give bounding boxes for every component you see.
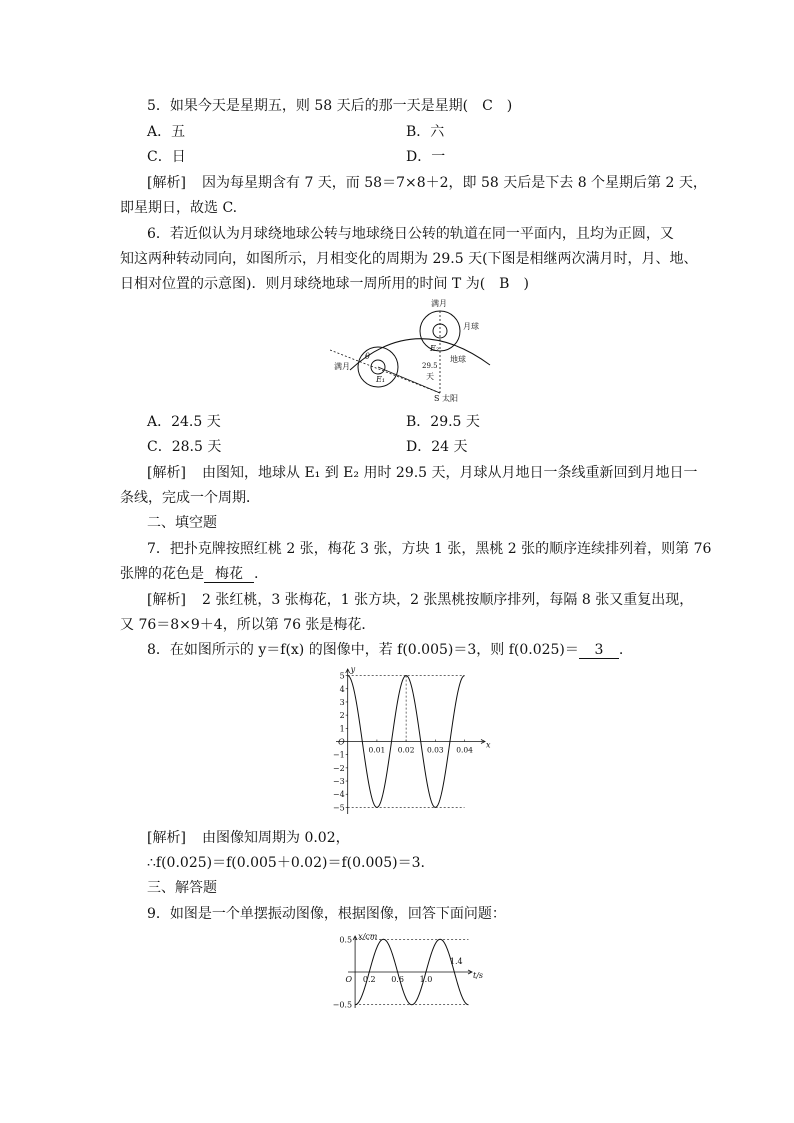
label-e2: E₂ — [430, 344, 440, 353]
q5-stem: 5．如果今天是星期五，则 58 天后的那一天是星期( C ) — [147, 98, 513, 114]
label-days-unit: 天 — [426, 372, 434, 381]
q8-stem — [147, 640, 623, 660]
q5-option-b: B．六 — [406, 124, 445, 140]
q8-stem-end: . — [618, 642, 624, 658]
section-fill-in: 二、填空题 — [147, 515, 217, 531]
y-tick-label: 1 — [339, 724, 345, 734]
y-axis-label: y — [350, 665, 356, 674]
label-full-moon-top: 满月 — [431, 299, 447, 308]
y-tick-label: 5 — [339, 671, 345, 681]
x-tick-label: 0.03 — [426, 745, 444, 755]
q6-analysis-tag: [解析] — [147, 465, 186, 481]
x-tick-label: 0.01 — [368, 745, 386, 755]
label-days-num: 29.5 — [422, 362, 438, 370]
q5-option-d: D．一 — [406, 149, 446, 165]
q5-analysis-tag: [解析] — [147, 175, 186, 191]
q7-analysis-tag: [解析] — [147, 592, 186, 608]
q7-answer: 梅花 — [204, 566, 254, 583]
q6-option-c: C．28.5 天 — [147, 439, 222, 455]
q6-stem-line1: 6．若近似认为月球绕地球公转与地球绕日公转的轨道在同一平面内，且均为正圆，又 — [147, 226, 674, 242]
y-tick-label: −0.5 — [332, 1000, 353, 1010]
q9-pendulum-chart — [330, 928, 495, 1014]
label-e1: E₁ — [376, 375, 386, 384]
q6-option-d: D．24 天 — [406, 439, 468, 455]
label-theta: θ — [365, 352, 370, 361]
x-tick-label: 0.6 — [391, 975, 404, 984]
q8-analysis-tag: [解析] — [147, 830, 186, 846]
label-sun: S 太阳 — [434, 394, 459, 403]
label-full-moon-left: 满月 — [334, 362, 350, 371]
label-moon: 月球 — [463, 322, 479, 331]
y-tick-label: −1 — [332, 750, 345, 760]
q9-stem: 9．如图是一个单摆振动图像，根据图像，回答下面问题： — [147, 906, 506, 922]
y-tick-label: 0.5 — [339, 935, 353, 945]
q6-analysis-line2: 条线，完成一个周期． — [120, 490, 260, 506]
q6-orbit-figure — [330, 295, 500, 405]
q5-analysis-line1: 因为每星期含有 7 天，而 58＝7×8＋2，即 58 天后是下去 8 个星期后第 2 天， — [202, 175, 707, 191]
q7-analysis-line1: 2 张红桃，3 张梅花，1 张方块，2 张黑桃按顺序排列，每隔 8 张又重复出现， — [202, 592, 694, 608]
y-tick-label: 2 — [339, 711, 345, 721]
y-tick-label: −3 — [332, 777, 345, 787]
y-tick-label: O — [338, 737, 345, 747]
q6-stem-line3: 日相对位置的示意图)．则月球绕地球一周所用的时间 T 为( B ) — [120, 276, 529, 292]
q7-stem-line2 — [120, 564, 258, 584]
q5-option-c: C．日 — [147, 149, 186, 165]
y-tick-label: −4 — [332, 790, 345, 800]
q6-option-b: B．29.5 天 — [406, 414, 480, 430]
q6-stem-line2: 知这两种转动同向，如图所示，月相变化的周期为 29.5 天(下图是相继两次满月时，月、地、 — [120, 251, 698, 267]
q7-stem-line1: 7．把扑克牌按照红桃 2 张，梅花 3 张，方块 1 张，黑桃 2 张的顺序连续排列着，则第 76 — [147, 541, 712, 557]
q8-stem-text: 8．在如图所示的 y＝f(x) 的图像中，若 f(0.005)＝3，则 f(0.025)＝ — [147, 642, 579, 658]
x-tick-label: 0.02 — [397, 745, 415, 755]
q6-option-a: A．24.5 天 — [147, 414, 221, 430]
x-axis-label: x — [486, 740, 491, 750]
y-tick-label: −2 — [332, 763, 345, 773]
x-tick-label: 1.4 — [449, 957, 463, 966]
x-tick-label: O — [345, 975, 353, 984]
q7-analysis-line2: 又 76＝8×9＋4，所以第 76 张是梅花． — [120, 617, 376, 633]
q8-analysis-line2: ∴f(0.025)＝f(0.005＋0.02)＝f(0.005)＝3. — [147, 855, 425, 871]
q5-option-a: A．五 — [147, 124, 186, 140]
y-tick-label: 3 — [339, 697, 345, 707]
q7-stem-line2-text: 张牌的花色是 — [120, 566, 204, 582]
y-axis-label: x/cm — [358, 932, 378, 941]
q5-analysis-line2: 即星期日，故选 C. — [120, 200, 238, 216]
x-tick-label: 1.0 — [419, 975, 433, 984]
q8-sine-chart — [330, 664, 495, 822]
q8-answer: 3 — [579, 642, 619, 659]
x-axis-label: t/s — [473, 971, 484, 980]
label-earth: 地球 — [450, 355, 466, 364]
y-tick-label: 4 — [339, 684, 345, 694]
x-tick-label: 0.2 — [362, 975, 376, 984]
q6-analysis-line1: 由图知，地球从 E₁ 到 E₂ 用时 29.5 天，月球从月地日一条线重新回到月地日一 — [202, 465, 698, 481]
y-tick-label: −5 — [332, 803, 345, 813]
q7-stem-end: . — [254, 566, 259, 582]
x-tick-label: 0.04 — [456, 745, 473, 755]
section-solve: 三、解答题 — [147, 880, 217, 896]
q8-analysis-line1: 由图像知周期为 0.02， — [202, 830, 350, 846]
